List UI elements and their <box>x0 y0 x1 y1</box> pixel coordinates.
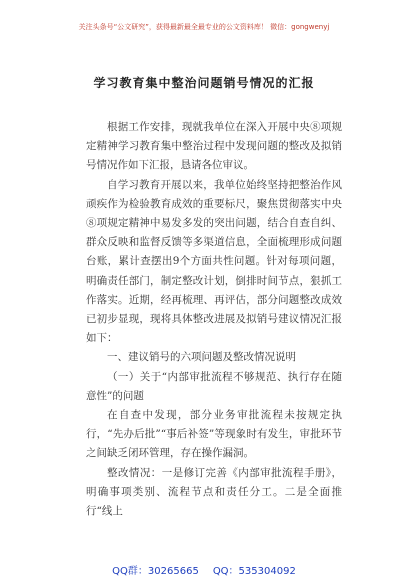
qq-contact-text: QQ：535304092 <box>212 566 296 577</box>
document-title: 学习教育集中整治问题销号情况的汇报 <box>93 76 315 90</box>
contact-footer <box>0 562 408 577</box>
promo-banner: 关注头条号“公文研究”，获得最新最全最专业的公文资料库！ 微信：gongwenyj <box>78 23 330 31</box>
rectification-paragraph: 整改情况：一是修订完善《内部审批流程手册》，明确事项类别、流程节点和责任分工。二是全面推行“线上 <box>86 466 342 518</box>
qq-group-text: QQ群：30265665 <box>112 566 199 577</box>
intro-paragraph: 根据工作安排，现就我单位在深入开展中央⑧项规定精神学习教育集中整治过程中发现问题的整改及拟销号情况作如下汇报，恳请各位审议。 <box>86 121 342 172</box>
background-paragraph: 自学习教育开展以来，我单位始终坚持把整治作风顽疾作为检验教育成效的重要标尺，聚焦贯彻落实中央⑧项规定精神中易发多发的突出问题，结合自查自纠、群众反映和监督反馈等多渠道信息，全面梳理形成问题台账，累计查摆出9个方面共性问题。针对每项问题，明确责任部门，制定整改计划，倒排时间节点，狠抓工作落实。近期，经再梳理、再评估，部分问题整改成效已初步显现，现将具体整改进展及拟销号建议情况汇报如下： <box>86 178 342 345</box>
section-heading: 一、建议销号的六项问题及整改情况说明 <box>107 351 296 364</box>
subsection-heading: （一）关于“内部审批流程不够规范、执行存在随意性”的问题 <box>86 370 342 402</box>
finding-paragraph: 在自查中发现，部分业务审批流程未按规定执行，“先办后批”“事后补签”等现象时有发生，审批环节之间缺乏闭环管理，存在操作漏洞。 <box>86 409 342 460</box>
document-body <box>86 118 342 521</box>
